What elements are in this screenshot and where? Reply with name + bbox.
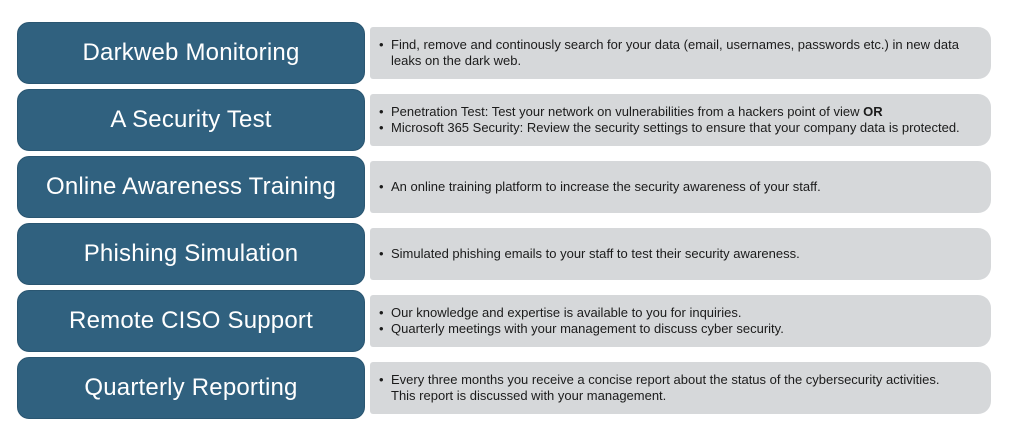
service-row-security-test	[17, 89, 991, 151]
description-box	[370, 295, 991, 347]
bullet-icon: •	[379, 321, 384, 336]
service-row-online-awareness-training	[17, 156, 991, 218]
bullet-icon: •	[379, 304, 384, 320]
bullet-text: Microsoft 365 Security: Review the security settings to ensure that your company data is protected.	[391, 120, 960, 135]
category-label-text: Darkweb Monitoring	[82, 39, 300, 66]
bullet-item	[379, 179, 981, 196]
bullet-text: Find, remove and continously search for your data (email, usernames, passwords etc.) in new data leaks on the dark web.	[391, 36, 959, 68]
description-box	[370, 161, 991, 213]
category-label	[17, 223, 365, 285]
bullet-icon: •	[379, 120, 384, 135]
bullet-icon: •	[379, 103, 384, 119]
category-label	[17, 89, 365, 151]
description-box	[370, 94, 991, 146]
bullet-text: Our knowledge and expertise is available to you for inquiries.	[391, 304, 742, 320]
service-row-remote-ciso-support	[17, 290, 991, 352]
bullet-item	[379, 37, 981, 70]
bullet-item	[379, 104, 981, 121]
bullet-icon: •	[379, 245, 384, 261]
service-row-quarterly-reporting	[17, 357, 991, 419]
service-row-phishing-simulation	[17, 223, 991, 285]
category-label-text: Online Awareness Training	[45, 173, 337, 200]
description-box	[370, 27, 991, 79]
bullet-text: Every three months you receive a concise report about the status of the cybersecurity activities. This report is discussed with your management.	[391, 371, 940, 403]
category-label	[17, 357, 365, 419]
bullet-icon: •	[379, 371, 384, 387]
bullet-text: Simulated phishing emails to your staff to test their security awareness.	[391, 245, 800, 261]
category-label	[17, 290, 365, 352]
bullet-icon: •	[379, 36, 384, 52]
bullet-item	[379, 246, 981, 263]
bullet-item	[379, 305, 981, 322]
category-label	[17, 156, 365, 218]
description-box	[370, 362, 991, 414]
category-label-text: Remote CISO Support	[69, 307, 313, 334]
bullet-item	[379, 321, 981, 338]
description-box	[370, 228, 991, 280]
bullet-text: Penetration Test: Test your network on vulnerabilities from a hackers point of view OR	[391, 103, 883, 119]
bullet-text: Quarterly meetings with your management to discuss cyber security.	[391, 321, 784, 336]
category-label-text: Quarterly Reporting	[84, 374, 298, 401]
category-label-text: Phishing Simulation	[83, 240, 299, 267]
service-rows	[17, 22, 991, 424]
category-label-text: A Security Test	[110, 106, 272, 133]
bullet-item	[379, 372, 981, 405]
bullet-text: An online training platform to increase the security awareness of your staff.	[391, 178, 821, 194]
bullet-item	[379, 120, 981, 137]
bullet-icon: •	[379, 178, 384, 194]
service-row-darkweb-monitoring	[17, 22, 991, 84]
category-label	[17, 22, 365, 84]
